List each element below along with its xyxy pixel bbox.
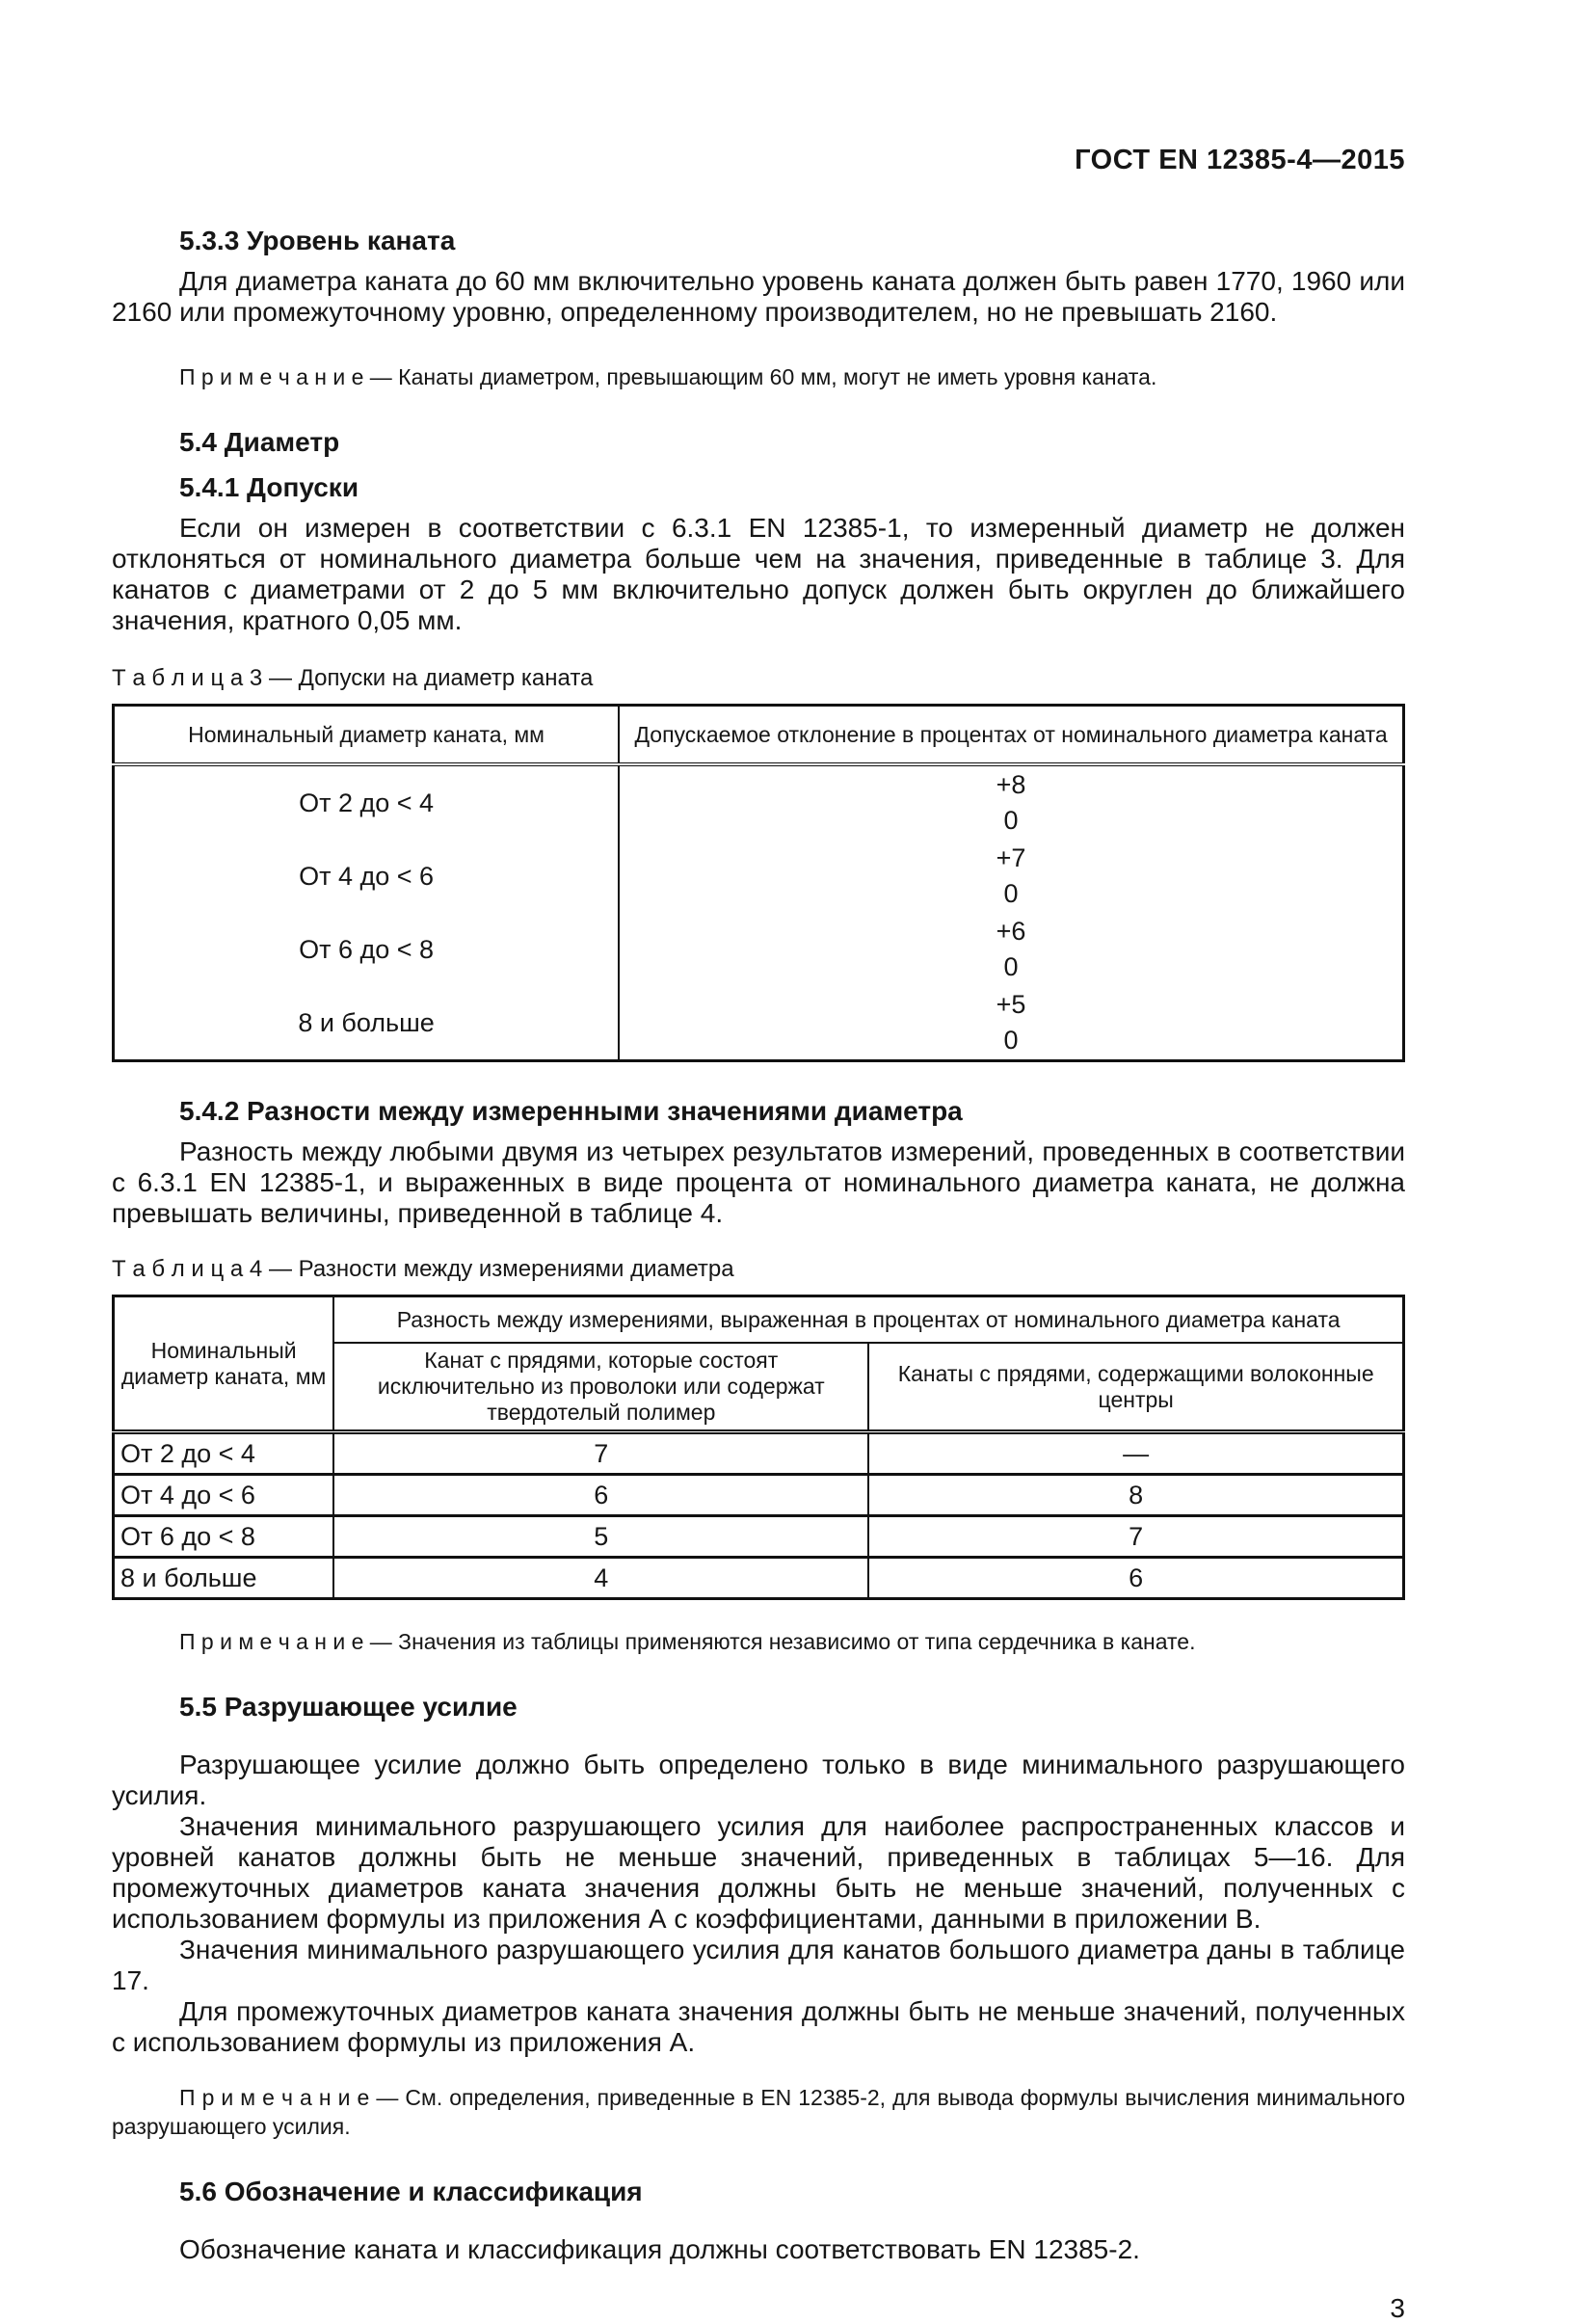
section-542-title: 5.4.2 Разности между измеренными значениями диаметра xyxy=(179,1096,963,1126)
table-row xyxy=(114,1558,1404,1599)
tolerance-lower: 0 xyxy=(1003,806,1019,835)
cell-value-fibre-centre: 6 xyxy=(1129,1563,1144,1592)
table-row xyxy=(114,913,1404,986)
table-4-col3-header: Канаты с прядями, содержащими волоконные центры xyxy=(868,1343,1403,1432)
section-533-note: П р и м е ч а н и е — Канаты диаметром, превышающим 60 мм, могут не иметь уровня каната. xyxy=(179,364,1157,389)
cell-diameter-range: От 6 до < 8 xyxy=(114,1516,334,1558)
table-row xyxy=(114,986,1404,1061)
tolerance-upper: +6 xyxy=(996,917,1026,946)
table-3 xyxy=(112,704,1405,1062)
table-4-header-row-1 xyxy=(114,1296,1404,1344)
tolerance-lower: 0 xyxy=(1003,952,1019,981)
table-row xyxy=(114,1475,1404,1516)
section-541-paragraph: Если он измерен в соответствии с 6.3.1 EN 12385-1, то измеренный диаметр не должен отклоняться от номинального диаметра больше чем на значения, приведенные в таблице 3. Для канатов с диаметрами от 2 до 5 мм включительно допуск должен быть округлен до ближайшего значения, кратного 0,05 мм. xyxy=(112,513,1405,635)
section-541-title: 5.4.1 Допуски xyxy=(179,472,359,502)
table-4-col2-header: Канат с прядями, которые состоят исключительно из проволоки или содержат твердотелый полимер xyxy=(333,1343,868,1432)
section-54-title: 5.4 Диаметр xyxy=(179,427,340,457)
cell-value-wire-strand: 5 xyxy=(333,1516,868,1558)
table-row xyxy=(114,1432,1404,1475)
section-56-paragraph: Обозначение каната и классификация должны соответствовать EN 12385-2. xyxy=(179,2234,1140,2264)
section-55-title: 5.5 Разрушающее усилие xyxy=(179,1692,518,1722)
table-4-note: П р и м е ч а н и е — Значения из таблицы применяются независимо от типа сердечника в канате. xyxy=(179,1629,1196,1654)
cell-tolerance xyxy=(619,764,1403,840)
section-533-paragraph: Для диаметра каната до 60 мм включительно уровень каната должен быть равен 1770, 1960 или 2160 или промежуточному уровню, определенному производителем, но не превышать 2160. xyxy=(112,266,1405,327)
tolerance-upper: +7 xyxy=(996,843,1026,872)
section-533-title: 5.3.3 Уровень каната xyxy=(179,226,456,255)
cell-tolerance xyxy=(619,913,1403,986)
cell-diameter-range: От 2 до < 4 xyxy=(114,764,620,840)
cell-diameter-range: От 4 до < 6 xyxy=(114,840,620,913)
section-55-paragraph-4: Для промежуточных диаметров каната значения должны быть не меньше значений, полученных с использованием формулы из приложения А. xyxy=(112,1996,1405,2057)
cell-value-wire-strand: 4 xyxy=(333,1558,868,1599)
cell-diameter-range: 8 и больше xyxy=(114,1558,334,1599)
cell-value-fibre-centre: — xyxy=(868,1432,1403,1475)
table-3-caption: Т а б л и ц а 3 — Допуски на диаметр каната xyxy=(112,665,594,691)
cell-diameter-range: 8 и больше xyxy=(114,986,620,1061)
table-4 xyxy=(112,1295,1405,1600)
section-55-paragraph-1: Разрушающее усилие должно быть определено только в виде минимального разрушающего усилия. xyxy=(112,1750,1405,1810)
page-number: 3 xyxy=(1390,2293,1405,2323)
table-row xyxy=(114,1516,1404,1558)
cell-value-wire-strand: 7 xyxy=(333,1432,868,1475)
cell-value-wire-strand: 6 xyxy=(333,1475,868,1516)
table-4-span-header: Разность между измерениями, выраженная в процентах от номинального диаметра каната xyxy=(333,1296,1403,1344)
table-3-col1-header: Номинальный диаметр каната, мм xyxy=(114,706,620,765)
cell-diameter-range: От 6 до < 8 xyxy=(114,913,620,986)
tolerance-upper: +5 xyxy=(996,990,1026,1019)
table-4-col1-header: Номинальный диаметр каната, мм xyxy=(114,1296,334,1432)
table-row xyxy=(114,764,1404,840)
table-4-caption: Т а б л и ц а 4 — Разности между измерениями диаметра xyxy=(112,1256,734,1282)
table-3-header-row xyxy=(114,706,1404,765)
cell-value-fibre-centre: 8 xyxy=(868,1475,1403,1516)
cell-diameter-range: От 4 до < 6 xyxy=(114,1475,334,1516)
doc-header: ГОСТ EN 12385-4—2015 xyxy=(1075,145,1405,175)
table-row xyxy=(114,840,1404,913)
cell-tolerance xyxy=(619,840,1403,913)
tolerance-lower: 0 xyxy=(1003,879,1019,908)
cell-tolerance xyxy=(619,986,1403,1061)
section-55-paragraph-3: Значения минимального разрушающего усилия для канатов большого диаметра даны в таблице 17. xyxy=(112,1935,1405,1995)
tolerance-upper: +8 xyxy=(996,770,1026,799)
section-542-paragraph: Разность между любыми двумя из четырех результатов измерений, проведенных в соответствии с 6.3.1 EN 12385-1, и выраженных в виде процента от номинального диаметра каната, не должна превышать величины, приведенной в таблице 4. xyxy=(112,1136,1405,1228)
cell-value-fibre-centre: 7 xyxy=(868,1516,1403,1558)
section-56-title: 5.6 Обозначение и классификация xyxy=(179,2177,643,2206)
table-3-col2-header: Допускаемое отклонение в процентах от номинального диаметра каната xyxy=(619,706,1403,765)
section-55-paragraph-2: Значения минимального разрушающего усилия для наиболее распространенных классов и уровней канатов должны быть не меньше значений, приведенных в таблицах 5—16. Для промежуточных диаметров каната значения должны быть не меньше значений, полученных с использованием формулы из приложения А с коэффициентами, данными в приложении В. xyxy=(112,1811,1405,1934)
section-55-note: П р и м е ч а н и е — См. определения, приведенные в EN 12385-2, для вывода формулы вычисления минимального разрушающего усилия. xyxy=(112,2085,1405,2139)
cell-diameter-range: От 2 до < 4 xyxy=(114,1432,334,1475)
tolerance-lower: 0 xyxy=(1003,1026,1019,1055)
